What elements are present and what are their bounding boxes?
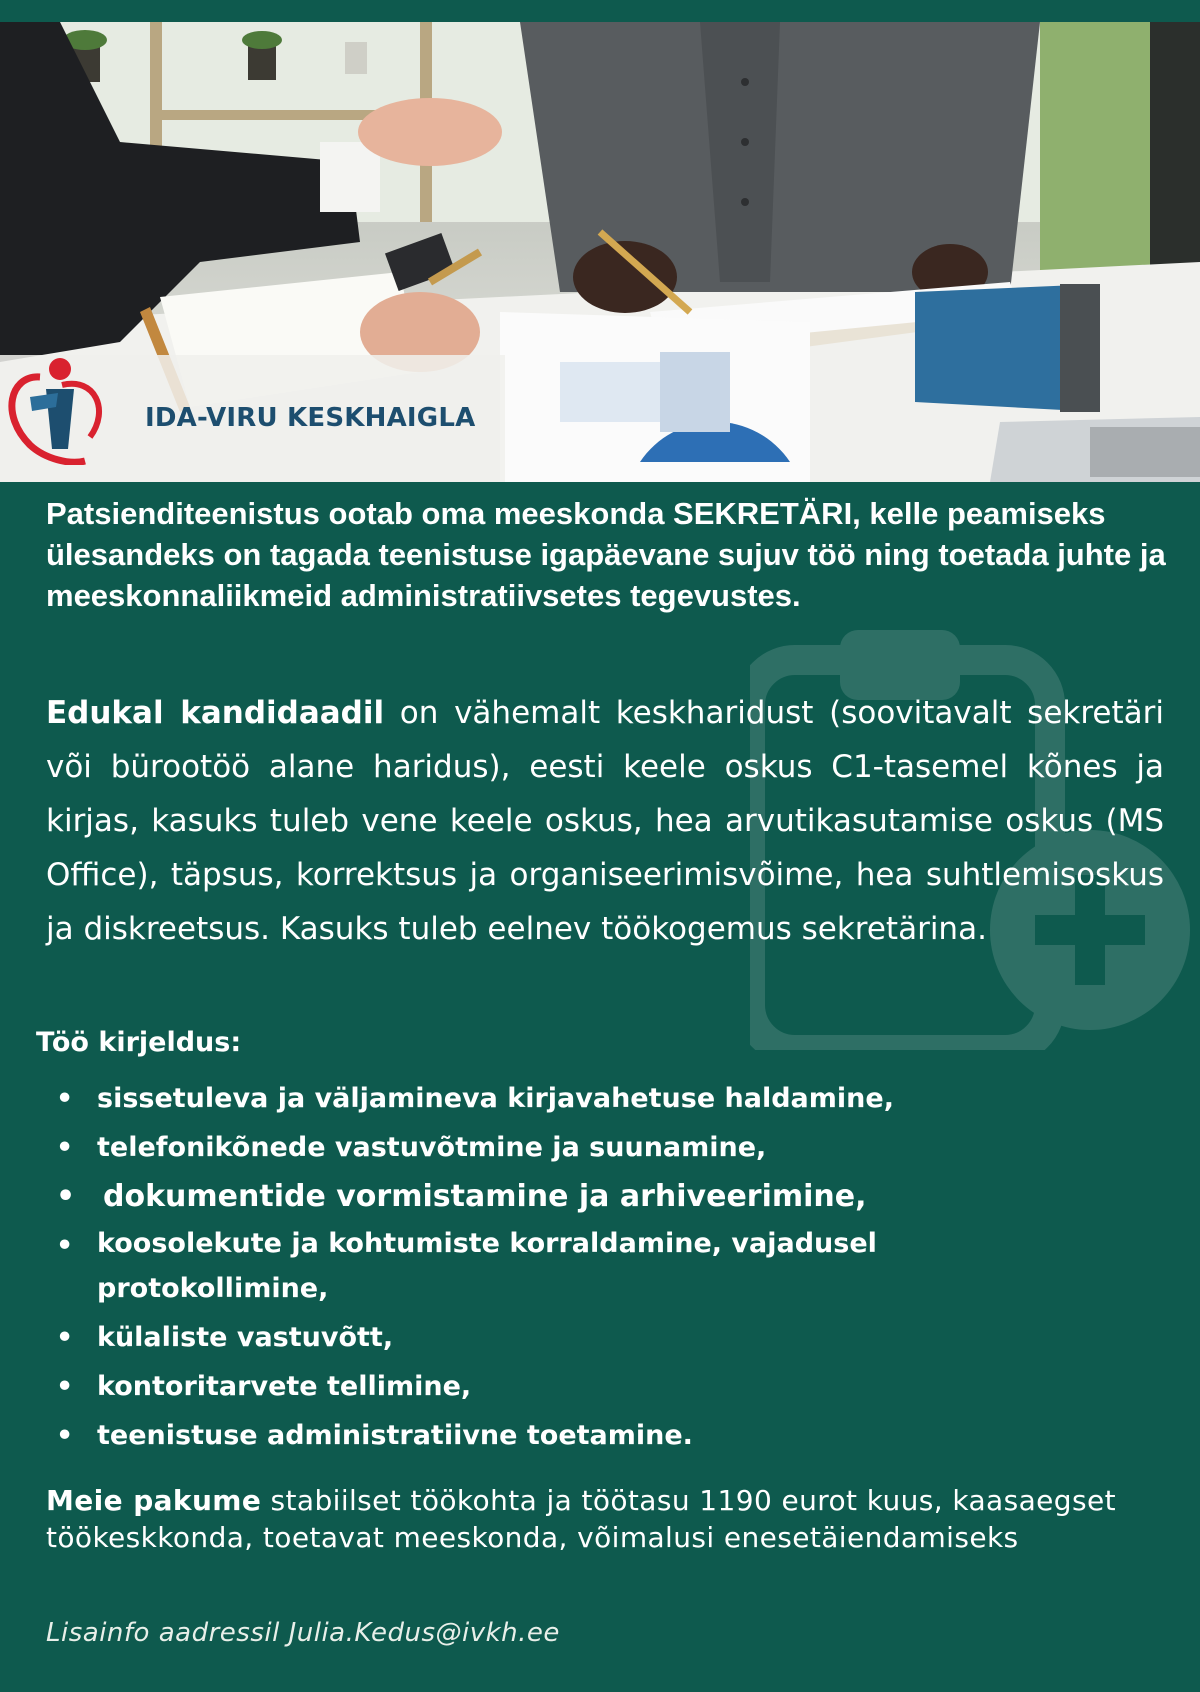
requirements-paragraph (46, 686, 1164, 956)
duty-text: teenistuse administratiivne toetamine. (97, 1420, 693, 1451)
duties-list (40, 1074, 1040, 1460)
duty-text: koosolekute ja kohtumiste korraldamine, vajadusel protokollimine, (97, 1228, 877, 1304)
intro-text: Patsienditeenistus ootab oma meeskonda SEKRETÄRI, kelle peamiseks ülesandeks on tagada teenistuse igapäevane sujuv töö ning toetada juhte ja meeskonnaliikmeid administratiivsetes tegevustes. (46, 496, 1166, 613)
list-item (40, 1074, 1040, 1123)
requirements-text: on vähemalt keskharidust (soovitavalt sekretäri või bürootöö alane haridus), eesti keele oskus C1-tasemel kõnes ja kirjas, kasuks tuleb vene keele oskus, hea arvutikasutamise oskus (MS Office), täpsus, korrektsus ja organiseerimisvõime, hea suhtlemisoskus ja diskreetsus. Kasuks tuleb eelnev töökogemus sekretärina. (46, 695, 1165, 947)
bullet-icon: • (56, 1132, 74, 1163)
list-item (40, 1411, 1040, 1460)
list-item (40, 1313, 1040, 1362)
duty-text: kontoritarvete tellimine, (97, 1371, 472, 1402)
duty-text: telefonikõnede vastuvõtmine ja suunamine, (97, 1132, 767, 1163)
list-item (40, 1172, 1040, 1221)
duty-text: sissetuleva ja väljamineva kirjavahetuse haldamine, (97, 1083, 894, 1114)
hero-photo (0, 22, 1200, 482)
bullet-icon: • (56, 1420, 74, 1451)
offer-text: stabiilset töökohta ja töötasu 1190 eurot kuus, kaasaegset töökeskkonda, toetavat meeskonda, võimalusi enesetäiendamiseks (46, 1484, 1116, 1554)
bullet-icon: • (56, 1371, 74, 1402)
offer-lead: Meie pakume (46, 1484, 262, 1517)
bullet-icon: • (56, 1179, 76, 1214)
bullet-icon: • (56, 1322, 74, 1353)
hospital-logo-text: IDA-VIRU KESKHAIGLA (145, 403, 476, 433)
requirements-lead: Edukal kandidaadil (46, 695, 385, 731)
duty-text: külaliste vastuvõtt, (97, 1322, 394, 1353)
duty-text: dokumentide vormistamine ja arhiveerimine, (103, 1179, 867, 1214)
duties-title: Töö kirjeldus: (36, 1027, 242, 1058)
list-item (40, 1362, 1040, 1411)
list-item (40, 1123, 1040, 1172)
contact-info: Lisainfo aadressil Julia.Kedus@ivkh.ee (46, 1618, 560, 1648)
bullet-icon: • (56, 1230, 74, 1261)
offer-paragraph (46, 1482, 1166, 1556)
bullet-icon: • (56, 1083, 74, 1114)
hospital-logo-icon (0, 355, 110, 465)
list-item (40, 1221, 1040, 1313)
logo-band (0, 355, 505, 482)
